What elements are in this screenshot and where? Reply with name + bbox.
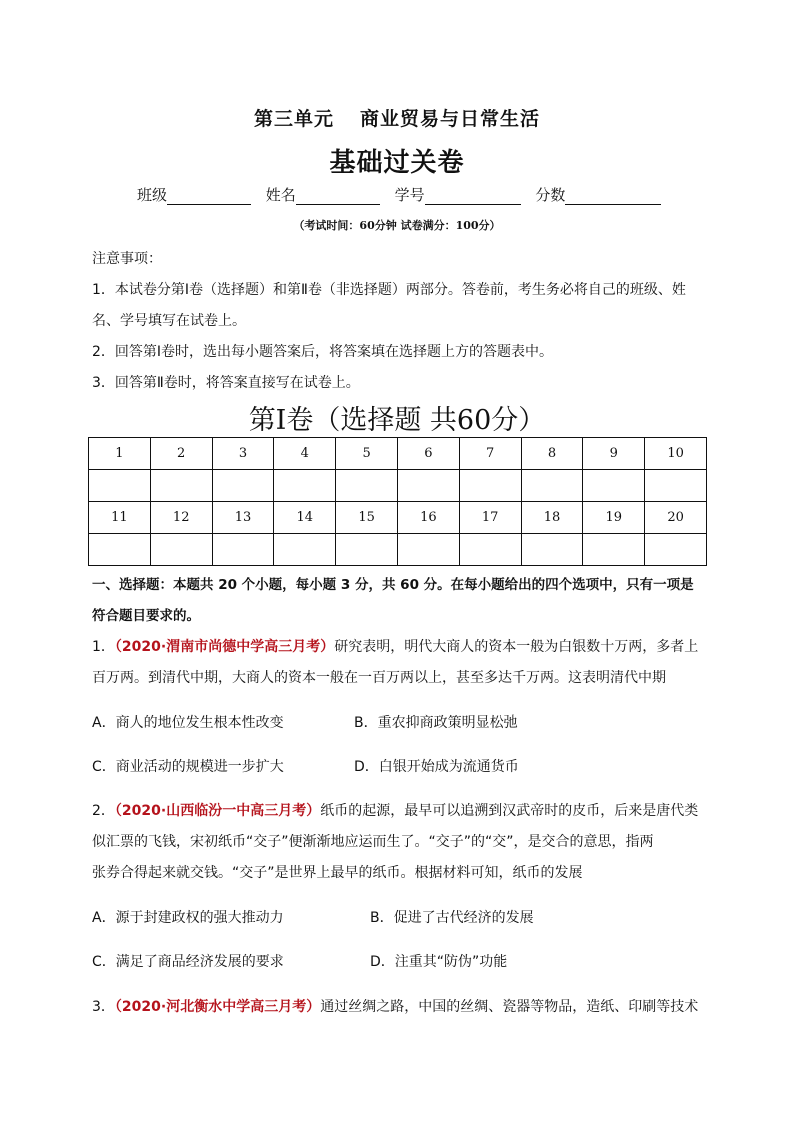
class-label: 班级 <box>137 186 168 204</box>
question-3-line-1 <box>92 996 698 1016</box>
answer-blank-cell[interactable] <box>150 470 212 502</box>
answer-number-cell: 15 <box>336 502 398 534</box>
answer-blank-cell[interactable] <box>212 470 274 502</box>
section-instruction-2: 符合题目要求的。 <box>92 608 200 624</box>
note-1a: 1．本试卷分第Ⅰ卷（选择题）和第Ⅱ卷（非选择题）两部分。答卷前，考生务必将自己的班级、姓 <box>92 282 686 298</box>
answer-blank-cell[interactable] <box>645 470 707 502</box>
answer-number-cell: 6 <box>397 438 459 470</box>
answer-blank-cell[interactable] <box>583 534 645 566</box>
question-2-option-a[interactable]: A．源于封建政权的强大推动力 <box>92 910 284 926</box>
question-source: （2020·渭南市尚德中学高三月考） <box>114 639 335 655</box>
answer-number-cell: 19 <box>583 502 645 534</box>
answer-blank-cell[interactable] <box>645 534 707 566</box>
id-label: 学号 <box>394 186 425 204</box>
answer-number-cell: 10 <box>645 438 707 470</box>
question-source: （2020·河北衡水中学高三月考） <box>114 999 321 1015</box>
note-3: 3．回答第Ⅱ卷时，将答案直接写在试卷上。 <box>92 375 360 391</box>
answer-blank-cell[interactable] <box>89 470 151 502</box>
answer-number-cell: 17 <box>459 502 521 534</box>
note-2: 2．回答第Ⅰ卷时，选出每小题答案后，将答案填在选择题上方的答题表中。 <box>92 344 554 360</box>
question-1-option-b[interactable]: B．重农抑商政策明显松弛 <box>354 715 518 731</box>
paper-subtitle: 基础过关卷 <box>329 148 465 178</box>
answer-number-cell: 5 <box>336 438 398 470</box>
unit-title <box>0 104 794 131</box>
question-1-option-d[interactable]: D．白银开始成为流通货币 <box>354 759 519 775</box>
answer-number-cell: 18 <box>521 502 583 534</box>
notes-heading: 注意事项： <box>92 251 162 267</box>
class-field[interactable] <box>167 190 251 205</box>
question-2-line-3: 张券合得起来就交钱。“交子”是世界上最早的纸币。根据材料可知，纸币的发展 <box>92 865 583 881</box>
answer-blank-cell[interactable] <box>212 534 274 566</box>
answer-blank-cell[interactable] <box>336 534 398 566</box>
answer-blank-row <box>89 534 707 566</box>
question-2-option-c[interactable]: C．满足了商品经济发展的要求 <box>92 954 284 970</box>
answer-number-cell: 20 <box>645 502 707 534</box>
answer-number-cell: 9 <box>583 438 645 470</box>
answer-number-cell: 8 <box>521 438 583 470</box>
answer-number-cell: 7 <box>459 438 521 470</box>
answer-blank-cell[interactable] <box>336 470 398 502</box>
answer-number-cell: 4 <box>274 438 336 470</box>
question-2-line-2: 似汇票的飞钱，宋初纸币“交子”便渐渐地应运而生了。“交子”的“交”，是交合的意思，指两 <box>92 834 654 850</box>
answer-blank-cell[interactable] <box>274 470 336 502</box>
question-1-line-2: 百万两。到清代中期，大商人的资本一般在一百万两以上，甚至多达千万两。这表明清代中期 <box>92 670 666 686</box>
exam-time-note: （考试时间：60分钟 试卷满分：100分） <box>293 219 501 232</box>
score-label: 分数 <box>535 186 566 204</box>
answer-table <box>88 437 707 566</box>
unit-label: 第三单元 <box>253 108 334 130</box>
answer-number-cell: 12 <box>150 502 212 534</box>
answer-blank-cell[interactable] <box>397 534 459 566</box>
answer-blank-cell[interactable] <box>89 534 151 566</box>
answer-number-row <box>89 502 707 534</box>
answer-blank-cell[interactable] <box>521 470 583 502</box>
answer-blank-cell[interactable] <box>274 534 336 566</box>
unit-topic: 商业贸易与日常生活 <box>360 108 541 130</box>
answer-number-cell: 2 <box>150 438 212 470</box>
answer-blank-cell[interactable] <box>521 534 583 566</box>
answer-number-cell: 16 <box>397 502 459 534</box>
answer-blank-row <box>89 470 707 502</box>
student-info-line <box>137 184 661 205</box>
question-text: 研究表明，明代大商人的资本一般为白银数十万两，多者上 <box>334 639 699 655</box>
name-field[interactable] <box>296 190 380 205</box>
question-number: 1． <box>92 639 115 655</box>
volume-title: 第Ⅰ卷（选择题 共60分） <box>248 405 546 436</box>
answer-blank-cell[interactable] <box>459 470 521 502</box>
answer-blank-cell[interactable] <box>459 534 521 566</box>
question-text: 纸币的起源，最早可以追溯到汉武帝时的皮币，后来是唐代类 <box>320 803 699 819</box>
answer-blank-cell[interactable] <box>150 534 212 566</box>
answer-number-cell: 13 <box>212 502 274 534</box>
answer-number-cell: 3 <box>212 438 274 470</box>
answer-blank-cell[interactable] <box>583 470 645 502</box>
answer-number-cell: 11 <box>89 502 151 534</box>
question-number: 2． <box>92 803 115 819</box>
answer-blank-cell[interactable] <box>397 470 459 502</box>
question-1-option-c[interactable]: C．商业活动的规模进一步扩大 <box>92 759 284 775</box>
answer-number-row <box>89 438 707 470</box>
question-source: （2020·山西临汾一中高三月考） <box>114 803 321 819</box>
note-1b: 名、学号填写在试卷上。 <box>92 313 246 329</box>
question-number: 3． <box>92 999 115 1015</box>
question-2-option-b[interactable]: B．促进了古代经济的发展 <box>370 910 534 926</box>
score-field[interactable] <box>565 190 661 205</box>
section-instruction-1: 一、选择题：本题共 20 个小题，每小题 3 分，共 60 分。在每小题给出的四个选项中，只有一项是 <box>92 577 694 593</box>
question-2-option-d[interactable]: D．注重其“防伪”功能 <box>370 954 508 970</box>
question-1-option-a[interactable]: A．商人的地位发生根本性改变 <box>92 715 284 731</box>
name-label: 姓名 <box>265 186 296 204</box>
question-1-line-1 <box>92 636 698 656</box>
question-text: 通过丝绸之路，中国的丝绸、瓷器等物品，造纸、印刷等技术 <box>320 999 699 1015</box>
answer-number-cell: 14 <box>274 502 336 534</box>
answer-number-cell: 1 <box>89 438 151 470</box>
id-field[interactable] <box>425 190 521 205</box>
question-2-line-1 <box>92 800 698 820</box>
